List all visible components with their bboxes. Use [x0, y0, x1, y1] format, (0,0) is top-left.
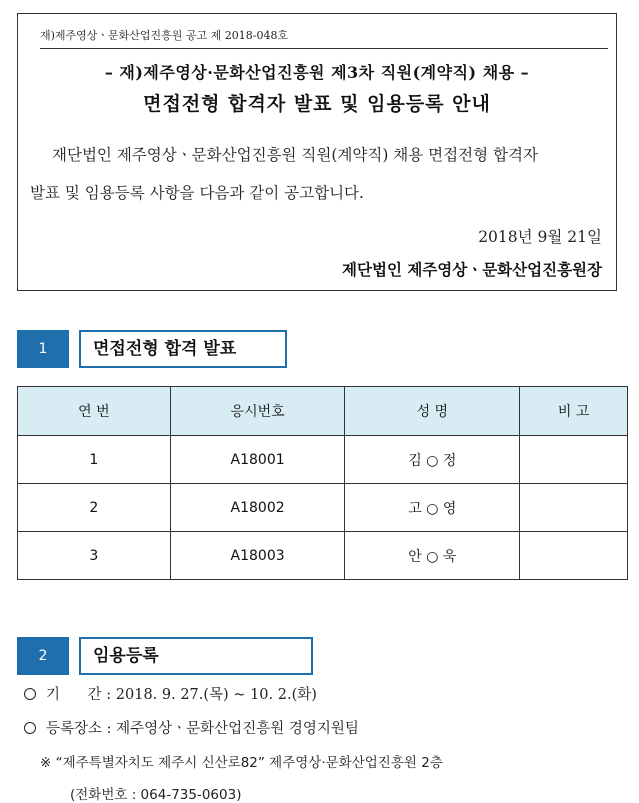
- registration-address: ※ “제주특별자치도 제주시 신산로82” 제주영상·문화산업진흥원 2층: [40, 755, 443, 771]
- notice-title-line2: 면접전형 합격자 발표 및 임용등록 안내: [143, 93, 491, 115]
- header-no: 연 번: [18, 387, 171, 436]
- bullet-circle-icon: [24, 722, 36, 734]
- cell-exam-no: A18001: [170, 436, 345, 484]
- registration-period-text: 기 간 : 2018. 9. 27.(목) ~ 10. 2.(화): [46, 687, 317, 703]
- bullet-circle-icon: [24, 688, 36, 700]
- notice-body-line1: 재단법인 제주영상ㆍ문화산업진흥원 직원(계약직) 채용 면접전형 합격자: [52, 146, 538, 164]
- header-exam-no: 응시번호: [170, 387, 345, 436]
- registration-place-text: 등록장소 : 제주영상ㆍ문화산업진흥원 경영지원팀: [46, 721, 359, 737]
- cell-no: 1: [18, 436, 171, 484]
- cell-name: 고 ○ 영: [345, 484, 520, 532]
- cell-no: 2: [18, 484, 171, 532]
- cell-no: 3: [18, 532, 171, 580]
- notice-box: [17, 13, 617, 291]
- table-header-row: [18, 387, 628, 436]
- table-row: [18, 436, 628, 484]
- cell-note: [520, 532, 628, 580]
- cell-exam-no: A18002: [170, 484, 345, 532]
- divider: [40, 48, 608, 49]
- cell-exam-no: A18003: [170, 532, 345, 580]
- notice-body-line2: 발표 및 임용등록 사항을 다음과 같이 공고합니다.: [30, 184, 364, 202]
- cell-note: [520, 484, 628, 532]
- header-note: 비 고: [520, 387, 628, 436]
- cell-note: [520, 436, 628, 484]
- section1-title: 면접전형 합격 발표: [79, 330, 287, 368]
- notice-number: 재)제주영상ㆍ문화산업진흥원 공고 제 2018-048호: [40, 29, 289, 42]
- notice-date: 2018년 9월 21일: [478, 228, 602, 246]
- section2-title: 임용등록: [79, 637, 313, 675]
- table-row: [18, 532, 628, 580]
- registration-place: [24, 717, 359, 738]
- registration-period: [24, 683, 317, 704]
- notice-title-line1: – 재)제주영상·문화산업진흥원 제3차 직원(계약직) 채용 –: [104, 63, 530, 82]
- header-name: 성 명: [345, 387, 520, 436]
- notice-signer: 제단법인 제주영상ㆍ문화산업진흥원장: [342, 260, 602, 279]
- cell-name: 김 ○ 정: [345, 436, 520, 484]
- notice-body: [30, 136, 604, 212]
- registration-phone: (전화번호 : 064-735-0603): [70, 787, 242, 803]
- cell-name: 안 ○ 욱: [345, 532, 520, 580]
- table-row: [18, 484, 628, 532]
- section1-number: 1: [17, 330, 69, 368]
- result-table: [17, 386, 628, 580]
- section2-number: 2: [17, 637, 69, 675]
